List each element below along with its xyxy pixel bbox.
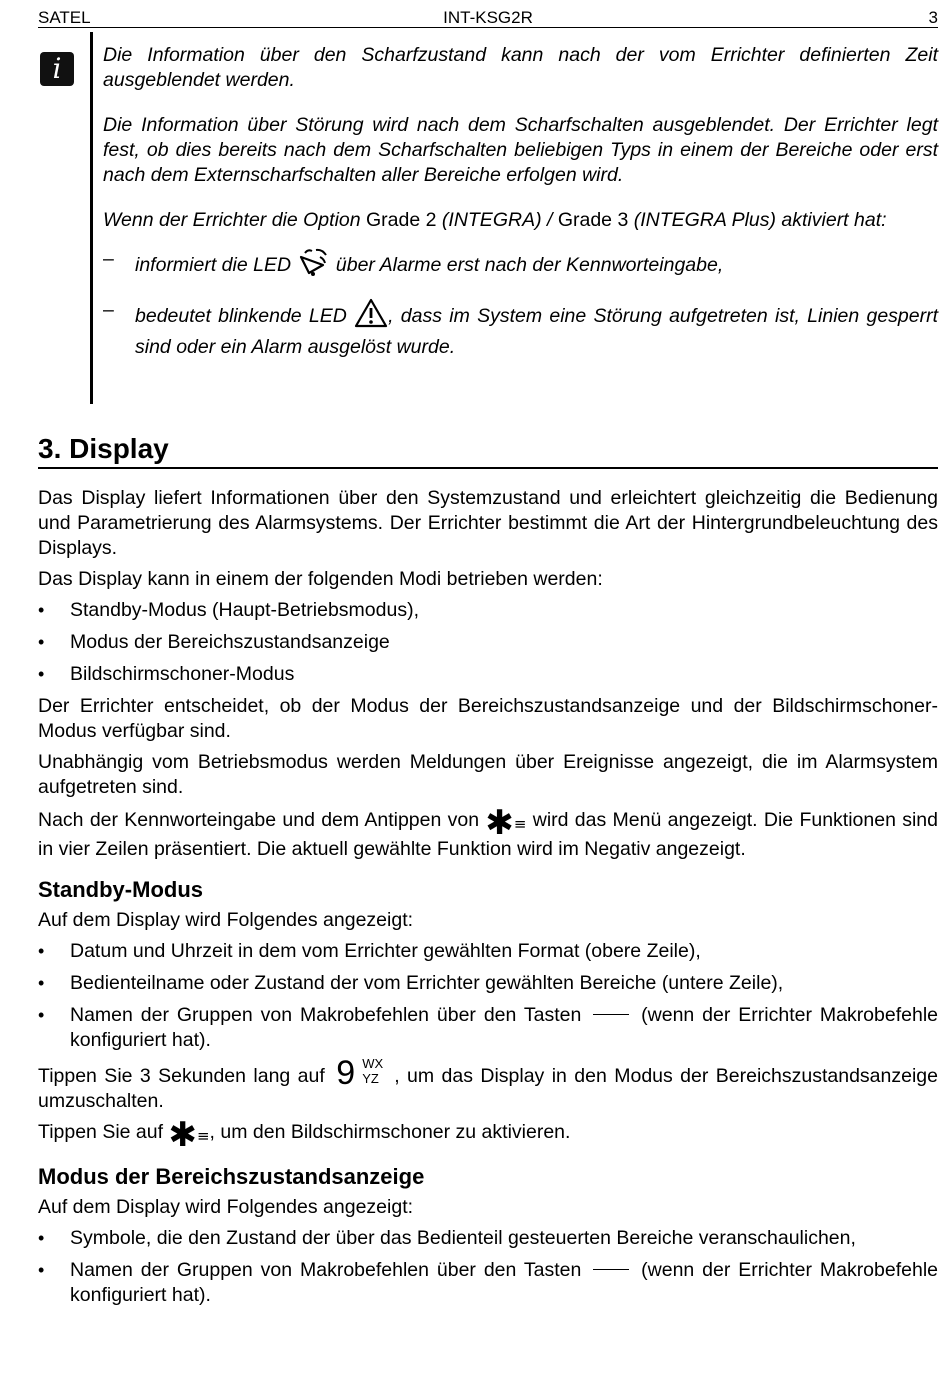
function-key-icon xyxy=(593,1014,629,1015)
list-item: • Bedienteilname oder Zustand der vom Errichter gewählten Bereiche (untere Zeile), xyxy=(38,971,938,996)
list-item: • Standby-Modus (Haupt-Betriebsmodus), xyxy=(38,598,938,623)
note-dash-item: – informiert die LED über Alarme erst nach der Kennworteingabe, xyxy=(103,247,938,284)
list-item: • Namen der Gruppen von Makrobefehlen über den Tasten (wenn der Errichter Makrobefehle konfiguriert hat). xyxy=(38,1003,938,1053)
star-key-icon: ✱ xyxy=(485,803,514,843)
body-paragraph: Auf dem Display wird Folgendes angezeigt: xyxy=(38,1196,414,1218)
alarm-led-icon xyxy=(296,247,330,284)
trouble-led-icon xyxy=(354,298,388,335)
list-item: • Namen der Gruppen von Makrobefehlen über den Tasten (wenn der Errichter Makrobefehle konfiguriert hat). xyxy=(38,1258,938,1308)
header-model: INT-KSG2R xyxy=(443,8,533,27)
key-9-icon: 9 WX YZ xyxy=(336,1054,384,1092)
menu-key-icon: ≡ xyxy=(196,1127,210,1145)
note-paragraph: Wenn der Errichter die Option Grade 2 (INTEGRA) / Grade 3 (INTEGRA Plus) aktiviert hat: xyxy=(103,209,887,231)
body-paragraph: Das Display liefert Informationen über den Systemzustand und erleichtert gleichzeitig die Bedienung und Parametrierung des Alarmsystems. Der Errichter bestimmt die Art der Hintergrundbeleuchtung des Displays. xyxy=(38,487,938,559)
note-dash-item: – bedeutet blinkende LED , dass im System eine Störung aufgetreten ist, Linien gesperrt sind oder ein Alarm ausgelöst wurde. xyxy=(103,298,938,360)
section-heading: 3. Display xyxy=(38,432,938,469)
body-paragraph: Nach der Kennworteingabe und dem Antippen von ✱≡ wird das Menü angezeigt. Die Funktionen sind in vier Zeilen präsentiert. Die aktuell gewählte Funktion wird im Negativ angezeigt. xyxy=(38,803,938,860)
note-paragraph: Die Information über Störung wird nach dem Scharfschalten ausgeblendet. Der Errichter legt fest, ob dies bereits nach dem Scharfschalten beliebigen Typs in einem der Bereiche oder erst nach dem Externscharfschalten aller Bereiche erfolgen wird. xyxy=(103,114,938,186)
info-icon: i xyxy=(40,52,74,86)
body-paragraph: Das Display kann in einem der folgenden Modi betrieben werden: xyxy=(38,568,603,590)
subsection-heading: Standby-Modus xyxy=(38,877,203,902)
header-page-number: 3 xyxy=(928,8,938,27)
star-key-icon: ✱ xyxy=(168,1115,197,1155)
list-item: • Datum und Uhrzeit in dem vom Errichter gewählten Format (obere Zeile), xyxy=(38,939,938,964)
body-paragraph: Tippen Sie 3 Sekunden lang auf 9 WX YZ , um das Display in den Modus der Bereichszustandsanzeige umzuschalten. xyxy=(38,1054,938,1112)
page-header xyxy=(38,5,938,28)
body-paragraph: Tippen Sie auf ✱≡, um den Bildschirmschoner zu aktivieren. xyxy=(38,1115,571,1155)
note-paragraph: Die Information über den Scharfzustand kann nach der vom Errichter definierten Zeit ausgeblendet werden. xyxy=(103,44,938,91)
body-paragraph: Der Errichter entscheidet, ob der Modus der Bereichszustandsanzeige und der Bildschirmschoner-Modus verfügbar sind. xyxy=(38,695,938,742)
info-note xyxy=(38,32,938,404)
note-divider xyxy=(90,32,93,404)
list-item: • Symbole, die den Zustand der über das Bedienteil gesteuerten Bereiche veranschaulichen, xyxy=(38,1226,938,1251)
subsection-heading: Modus der Bereichszustandsanzeige xyxy=(38,1164,425,1189)
section-body xyxy=(38,486,938,1315)
list-item: • Modus der Bereichszustandsanzeige xyxy=(38,630,938,655)
note-text xyxy=(103,43,938,374)
body-paragraph: Auf dem Display wird Folgendes angezeigt: xyxy=(38,909,414,931)
header-brand: SATEL xyxy=(38,8,91,27)
function-key-icon xyxy=(593,1269,629,1270)
list-item: • Bildschirmschoner-Modus xyxy=(38,662,938,687)
body-paragraph: Unabhängig vom Betriebsmodus werden Meldungen über Ereignisse angezeigt, die im Alarmsystem aufgetreten sind. xyxy=(38,751,938,798)
menu-key-icon: ≡ xyxy=(513,815,527,833)
